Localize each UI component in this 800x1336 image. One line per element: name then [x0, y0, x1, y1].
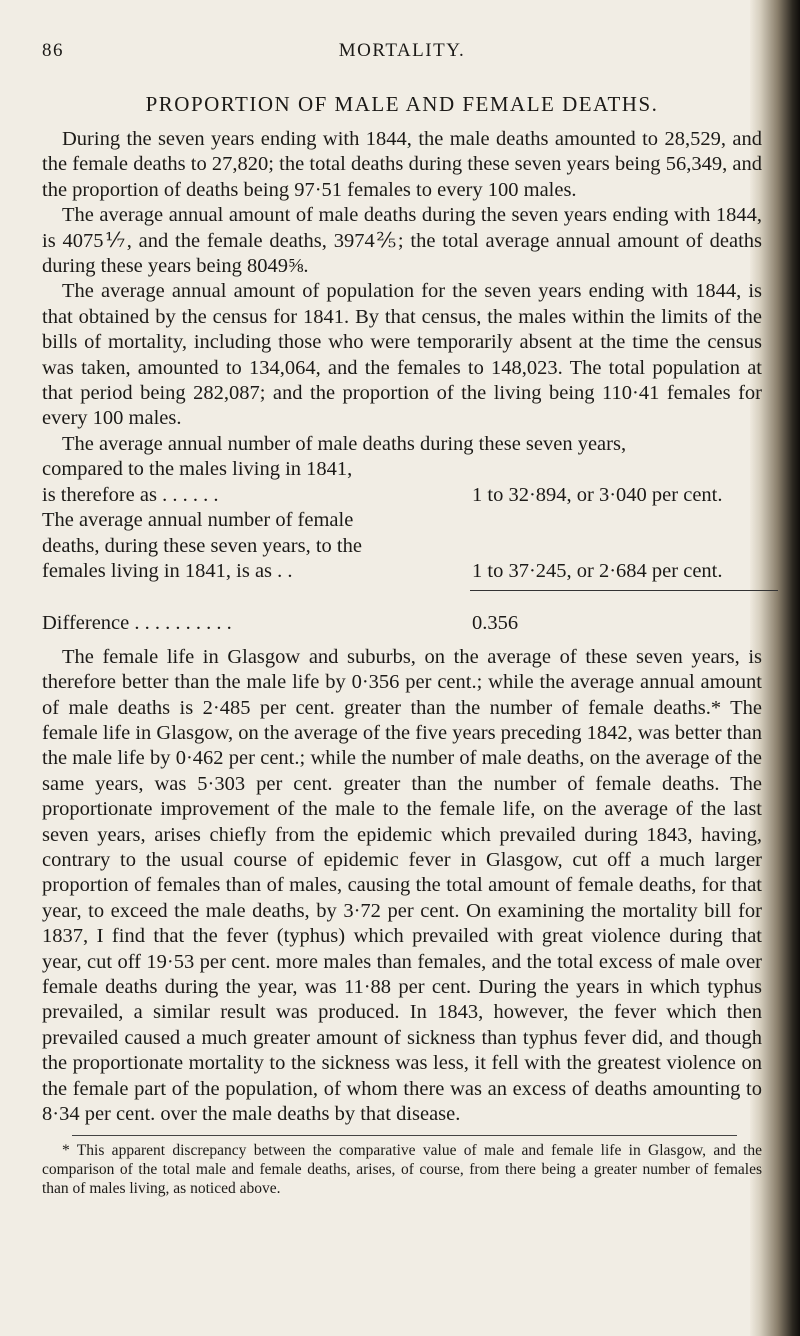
ratio-row	[42, 457, 762, 482]
running-head	[42, 40, 762, 76]
ratio-row	[42, 483, 762, 508]
difference-label: Difference . . . . . . . . . .	[42, 612, 232, 635]
paragraph-1: During the seven years ending with 1844, the male deaths amounted to 28,529, and the female deaths to 27,820; the total deaths during these seven years being 56,349, and the proportion of deaths being 97·51 females to every 100 males.	[42, 128, 762, 201]
male-ratio: 1 to 32·894, or 3·040 per cent.	[472, 483, 723, 506]
difference-row	[42, 611, 762, 636]
female-ratio: 1 to 37·245, or 2·684 per cent.	[472, 559, 723, 582]
ratio-row	[42, 534, 762, 559]
ratio-row	[42, 559, 762, 584]
footnote-rule	[72, 1135, 737, 1136]
running-title: MORTALITY.	[338, 40, 466, 61]
page-number: 86	[42, 40, 64, 61]
footnote: * This apparent discrepancy between the comparative value of male and female life in Glasgow, and the comparison of the total male and female deaths, arises, of course, from there being a greater number of females than of males living, as noticed above.	[42, 1142, 762, 1197]
female-label-line3: females living in 1841, is as . .	[42, 559, 293, 582]
paragraph-5: The female life in Glasgow and suburbs, on the average of these seven years, is therefore better than the male life by 0·356 per cent.; while the average annual amount of male deaths is 2·485 per cent. greater than the number of female deaths.* The female life in Glasgow, on the average of the five years preceding 1842, was better than the male life by 0·462 per cent.; while the number of male deaths, on the average of the same years, was 5·303 per cent. greater than the number of female deaths. The proportionate improvement of the male to the female life, on the average of the last seven years, arises chiefly from the epidemic which prevailed during 1843, having, contrary to the usual course of epidemic fever in Glasgow, cut off a much larger proportion of females than of males, causing the total amount of female deaths, for that year, to exceed the male deaths, by 3·72 per cent. On examining the mortality bill for 1837, I find that the fever (typhus) which prevailed with great violence during that year, cut off 19·53 per cent. more males than females, and the total excess of male over female deaths during the year, was 11·88 per cent. During the years in which typhus prevailed, a similar result was produced. In 1843, however, the fever which then prevailed caused a much greater amount of sickness than typhus fever did, and though the proportionate mortality to the sickness was less, it fell with the greatest violence on the female part of the population, of whom there was an excess of deaths amounting to 8·34 per cent. over the male deaths by that disease.	[42, 645, 762, 1126]
paragraph-4: The average annual number of male deaths during these seven years,	[62, 432, 627, 455]
difference-value: 0.356	[472, 612, 519, 635]
section-heading: PROPORTION OF MALE AND FEMALE DEATHS.	[145, 92, 659, 116]
paragraph-3: The average annual amount of population for the seven years ending with 1844, is that obtained by the census for 1841. By that census, the males within the limits of the bills of mortality, including those who were temporarily absent at the time the census was taken, amounted to 134,064, and the females to 148,023. The total population at that period being 282,087; and the proportion of the living being 110·41 females for every 100 males.	[42, 280, 762, 430]
male-label-line1: compared to the males living in 1841,	[42, 458, 353, 481]
paragraph-2: The average annual amount of male deaths during the seven years ending with 1844, is 4075⅐, and the female deaths, 3974⅖; the total average annual amount of deaths during these years being 8049⅝.	[42, 204, 762, 278]
female-label-line2: deaths, during these seven years, to the	[42, 534, 362, 557]
female-label-line1: The average annual number of female	[42, 509, 354, 532]
sum-rule	[470, 590, 778, 591]
book-page	[42, 40, 762, 1198]
male-label-line2: is therefore as . . . . . .	[42, 483, 219, 506]
ratio-row	[42, 508, 762, 533]
ratio-table	[42, 457, 762, 584]
